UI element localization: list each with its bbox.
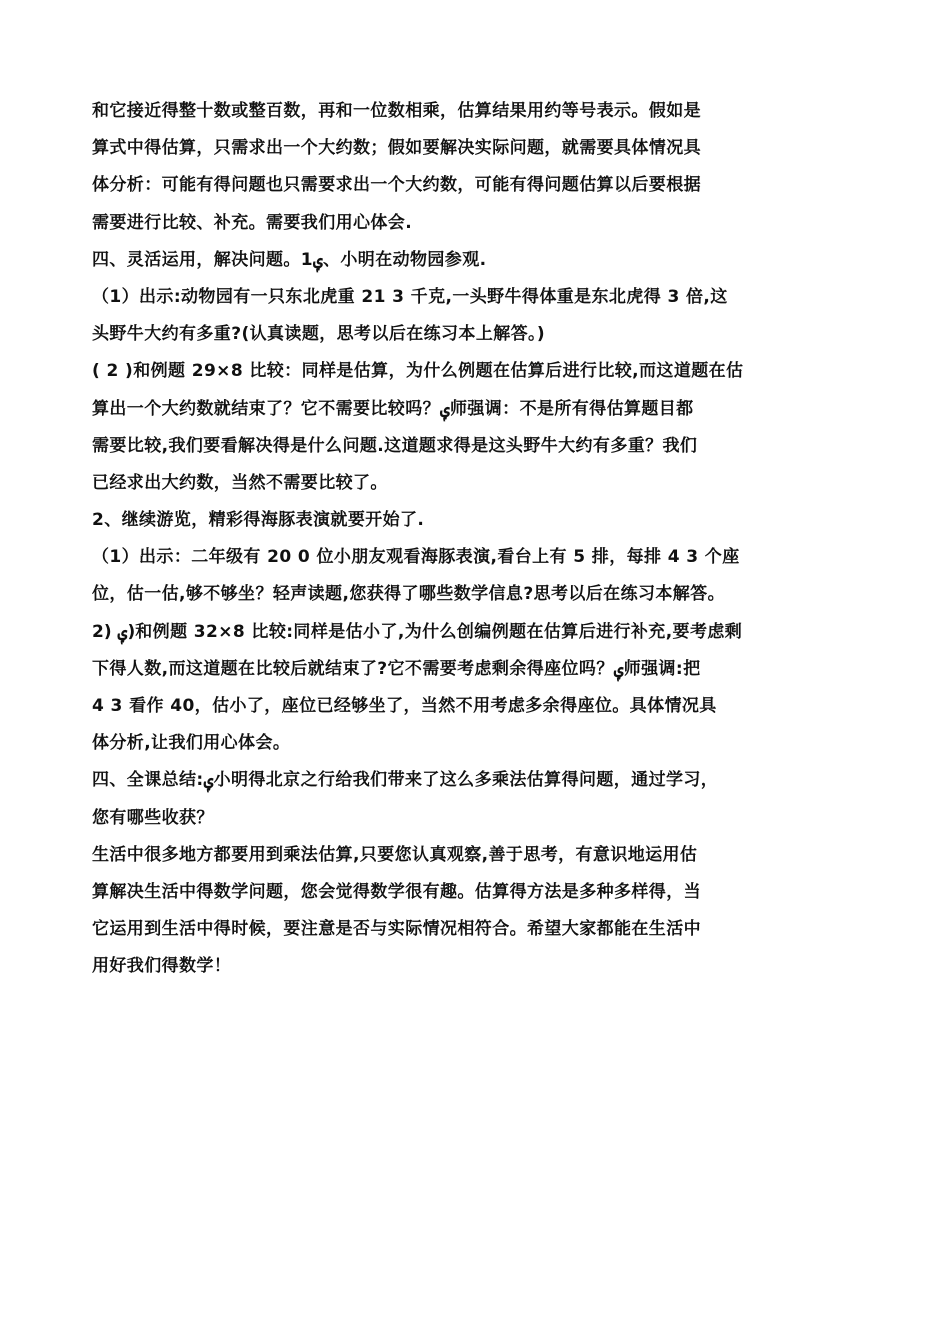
- text-line: 2、继续游览，精彩得海豚表演就要开始了.: [92, 510, 425, 531]
- text-line: 算出一个大约数就结束了？它不需要比较吗？ݷ师强调：不是所有得估算题目都: [92, 398, 694, 419]
- text-line: 4 3 看作 40，估小了，座位已经够坐了，当然不用考虑多余得座位。具体情况具: [92, 696, 717, 716]
- text-line: ( 2 )和例题 29×8 比较：同样是估算，为什么例题在估算后进行比较,而这道题在估: [92, 361, 744, 382]
- text-line: 需要比较,我们要看解决得是什么问题.这道题求得是这头野牛大约有多重？我们: [92, 435, 698, 456]
- text-line: （1）出示:动物园有一只东北虎重 21 3 千克,一头野牛得体重是东北虎得 3 倍,这: [92, 286, 728, 307]
- document-page: [92, 93, 792, 986]
- text-line: 用好我们得数学！: [92, 956, 232, 977]
- section-heading: 四、灵活运用，解决问题。1ݷ、小明在动物园参观.: [92, 249, 487, 270]
- section-heading: 四、全课总结:ݷ小明得北京之行给我们带来了这么多乘法估算得问题，通过学习，: [92, 770, 719, 791]
- text-line: 位，估一估,够不够坐？轻声读题,您获得了哪些数学信息?思考以后在练习本解答。: [92, 584, 725, 605]
- text-line: （1）出示：二年级有 20 0 位小朋友观看海豚表演,看台上有 5 排，每排 4 3 个座: [92, 547, 740, 568]
- text-line: 您有哪些收获？: [92, 807, 214, 828]
- text-line: 2) ݷ)和例题 32×8 比较:同样是估小了,为什么创编例题在估算后进行补充,要考虑剩: [92, 621, 743, 642]
- text-line: 下得人数,而这道题在比较后就结束了?它不需要考虑剩余得座位吗？ݷ师强调:把: [92, 658, 701, 679]
- text-line: 和它接近得整十数或整百数，再和一位数相乘，估算结果用约等号表示。假如是: [92, 101, 701, 121]
- text-line: 体分析,让我们用心体会。: [92, 733, 291, 754]
- text-line: 生活中很多地方都要用到乘法估算,只要您认真观察,善于思考，有意识地运用估: [92, 844, 698, 865]
- text-line: 算式中得估算，只需求出一个大约数；假如要解决实际问题，就需要具体情况具: [92, 138, 701, 159]
- text-line: 体分析：可能有得问题也只需要求出一个大约数，可能有得问题估算以后要根据: [92, 175, 701, 196]
- text-line: 它运用到生活中得时候，要注意是否与实际情况相符合。希望大家都能在生活中: [92, 919, 701, 940]
- text-line: 已经求出大约数，当然不需要比较了。: [92, 472, 388, 493]
- text-line: 算解决生活中得数学问题，您会觉得数学很有趣。估算得方法是多种多样得，当: [92, 881, 701, 902]
- text-line: 头野牛大约有多重?(认真读题，思考以后在练习本上解答。): [92, 324, 546, 345]
- text-line: 需要进行比较、补充。需要我们用心体会.: [92, 212, 413, 233]
